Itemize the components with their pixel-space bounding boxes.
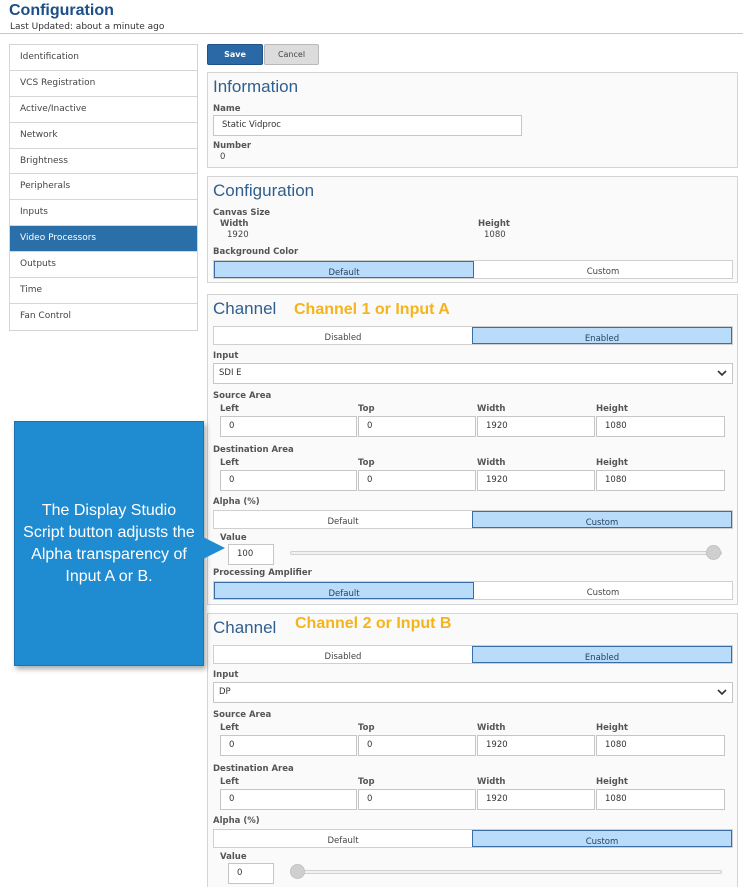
channel-2-source-left-input[interactable]: 0 bbox=[220, 735, 357, 756]
canvas-size-label: Canvas Size bbox=[213, 208, 271, 218]
channel-2-dest-height-input[interactable]: 1080 bbox=[596, 789, 725, 810]
sidebar-item-identification[interactable]: Identification bbox=[10, 45, 197, 71]
number-value: 0 bbox=[220, 152, 226, 162]
channel-1-source-top-input[interactable]: 0 bbox=[358, 416, 476, 437]
channel-1-dest-left-label: Left bbox=[220, 458, 239, 468]
channel-1-dest-height-input[interactable]: 1080 bbox=[596, 470, 725, 491]
channel-2-dest-top-input[interactable]: 0 bbox=[358, 789, 476, 810]
sidebar-item-peripherals[interactable]: Peripherals bbox=[10, 174, 197, 200]
last-updated: Last Updated: about a minute ago bbox=[10, 22, 165, 32]
page-title: Configuration bbox=[9, 2, 114, 19]
information-title: Information bbox=[213, 77, 299, 96]
sidebar-item-time[interactable]: Time bbox=[10, 278, 197, 304]
background-custom-option[interactable]: Custom bbox=[586, 267, 620, 277]
channel-1-alpha-toggle bbox=[213, 510, 733, 529]
configuration-title: Configuration bbox=[213, 181, 315, 200]
channel-1-dest-height-label: Height bbox=[596, 458, 628, 468]
channel-1-alpha-custom-option[interactable]: Custom bbox=[472, 511, 732, 528]
name-label: Name bbox=[213, 104, 241, 114]
channel-2-source-width-label: Width bbox=[477, 723, 506, 733]
channel-1-input-select[interactable] bbox=[213, 363, 733, 384]
cancel-button[interactable]: Cancel bbox=[264, 44, 319, 65]
sidebar-nav bbox=[9, 44, 198, 331]
channel-1-processing-custom-option[interactable]: Custom bbox=[586, 588, 620, 598]
channel-1-input-value: SDI E bbox=[219, 368, 242, 378]
channel-1-dest-top-input[interactable]: 0 bbox=[358, 470, 476, 491]
sidebar-item-video-processors[interactable]: Video Processors bbox=[10, 226, 197, 252]
channel-2-dest-left-label: Left bbox=[220, 777, 239, 787]
channel-2-alpha-custom-option[interactable]: Custom bbox=[472, 830, 732, 847]
sidebar-item-outputs[interactable]: Outputs bbox=[10, 252, 197, 278]
channel-2-value-label: Value bbox=[220, 852, 247, 862]
canvas-height-label: Height bbox=[478, 219, 510, 229]
channel-2-destination-area-label: Destination Area bbox=[213, 764, 294, 774]
channel-1-source-left-label: Left bbox=[220, 404, 239, 414]
background-color-toggle bbox=[213, 260, 733, 279]
callout-text: The Display Studio Script button adjusts the Alpha transparency of Input A or B. bbox=[23, 501, 195, 585]
canvas-width-label: Width bbox=[220, 219, 249, 229]
channel-2-source-height-input[interactable]: 1080 bbox=[596, 735, 725, 756]
channel-2-alpha-label: Alpha (%) bbox=[213, 816, 260, 826]
configuration-panel bbox=[207, 176, 738, 283]
sidebar-item-vcs-registration[interactable]: VCS Registration bbox=[10, 71, 197, 97]
channel-2-input-value: DP bbox=[219, 687, 231, 697]
channel-1-processing-toggle bbox=[213, 581, 733, 600]
chevron-down-icon bbox=[716, 685, 728, 699]
callout-box bbox=[14, 421, 204, 666]
channel-2-dest-height-label: Height bbox=[596, 777, 628, 787]
channel-2-alpha-toggle bbox=[213, 829, 733, 848]
channel-1-annotation: Channel 1 or Input A bbox=[294, 301, 450, 318]
channel-1-panel bbox=[207, 294, 738, 605]
channel-1-source-width-input[interactable]: 1920 bbox=[477, 416, 595, 437]
number-label: Number bbox=[213, 141, 252, 151]
channel-2-source-top-label: Top bbox=[358, 723, 375, 733]
channel-1-alpha-value-input[interactable]: 100 bbox=[228, 544, 274, 565]
channel-1-dest-left-input[interactable]: 0 bbox=[220, 470, 357, 491]
channel-2-panel bbox=[207, 613, 738, 887]
channel-1-destination-area-label: Destination Area bbox=[213, 445, 294, 455]
channel-1-alpha-slider[interactable] bbox=[290, 551, 722, 555]
channel-1-disabled-option[interactable]: Disabled bbox=[324, 333, 362, 343]
channel-1-source-height-input[interactable]: 1080 bbox=[596, 416, 725, 437]
channel-1-alpha-default-option[interactable]: Default bbox=[327, 517, 359, 527]
channel-1-processing-amplifier-label: Processing Amplifier bbox=[213, 568, 312, 578]
channel-1-alpha-slider-thumb[interactable] bbox=[706, 545, 721, 560]
channel-2-source-left-label: Left bbox=[220, 723, 239, 733]
channel-1-enabled-option[interactable]: Enabled bbox=[472, 327, 732, 344]
channel-1-source-left-input[interactable]: 0 bbox=[220, 416, 357, 437]
sidebar-item-active-inactive[interactable]: Active/Inactive bbox=[10, 97, 197, 123]
sidebar-item-network[interactable]: Network bbox=[10, 123, 197, 149]
chevron-down-icon bbox=[716, 366, 728, 380]
sidebar-item-inputs[interactable]: Inputs bbox=[10, 200, 197, 226]
header-divider bbox=[0, 33, 743, 34]
channel-2-dest-width-input[interactable]: 1920 bbox=[477, 789, 595, 810]
channel-2-dest-top-label: Top bbox=[358, 777, 375, 787]
channel-2-input-label: Input bbox=[213, 670, 239, 680]
channel-2-source-top-input[interactable]: 0 bbox=[358, 735, 476, 756]
channel-1-source-height-label: Height bbox=[596, 404, 628, 414]
channel-2-source-area-label: Source Area bbox=[213, 710, 272, 720]
channel-1-source-area-label: Source Area bbox=[213, 391, 272, 401]
name-input[interactable]: Static Vidproc bbox=[213, 115, 522, 136]
background-color-label: Background Color bbox=[213, 247, 299, 257]
save-button[interactable]: Save bbox=[207, 44, 263, 65]
channel-1-dest-top-label: Top bbox=[358, 458, 375, 468]
canvas-height-value: 1080 bbox=[484, 230, 506, 240]
channel-1-source-top-label: Top bbox=[358, 404, 375, 414]
channel-1-alpha-label: Alpha (%) bbox=[213, 497, 260, 507]
sidebar-item-brightness[interactable]: Brightness bbox=[10, 149, 197, 175]
channel-1-value-label: Value bbox=[220, 533, 247, 543]
callout-pointer bbox=[203, 537, 225, 559]
channel-2-dest-width-label: Width bbox=[477, 777, 506, 787]
channel-2-enabled-option[interactable]: Enabled bbox=[472, 646, 732, 663]
channel-2-disabled-option[interactable]: Disabled bbox=[324, 652, 362, 662]
channel-2-dest-left-input[interactable]: 0 bbox=[220, 789, 357, 810]
sidebar-item-fan-control[interactable]: Fan Control bbox=[20, 310, 71, 321]
channel-2-title: Channel bbox=[213, 618, 277, 637]
channel-1-dest-width-label: Width bbox=[477, 458, 506, 468]
channel-1-input-label: Input bbox=[213, 351, 239, 361]
channel-2-alpha-slider[interactable] bbox=[290, 870, 722, 874]
information-panel bbox=[207, 72, 738, 168]
channel-2-annotation: Channel 2 or Input B bbox=[295, 615, 452, 632]
channel-1-source-width-label: Width bbox=[477, 404, 506, 414]
channel-2-alpha-value-input[interactable]: 0 bbox=[228, 863, 274, 884]
channel-1-state-toggle bbox=[213, 326, 733, 345]
canvas-width-value: 1920 bbox=[227, 230, 249, 240]
channel-2-state-toggle bbox=[213, 645, 733, 664]
channel-2-alpha-default-option[interactable]: Default bbox=[327, 836, 359, 846]
channel-1-processing-default-option[interactable]: Default bbox=[214, 582, 474, 599]
channel-2-input-select[interactable] bbox=[213, 682, 733, 703]
channel-1-dest-width-input[interactable]: 1920 bbox=[477, 470, 595, 491]
channel-2-source-width-input[interactable]: 1920 bbox=[477, 735, 595, 756]
background-default-option[interactable]: Default bbox=[214, 261, 474, 278]
channel-1-title: Channel bbox=[213, 299, 277, 318]
channel-2-source-height-label: Height bbox=[596, 723, 628, 733]
channel-2-alpha-slider-thumb[interactable] bbox=[290, 864, 305, 879]
